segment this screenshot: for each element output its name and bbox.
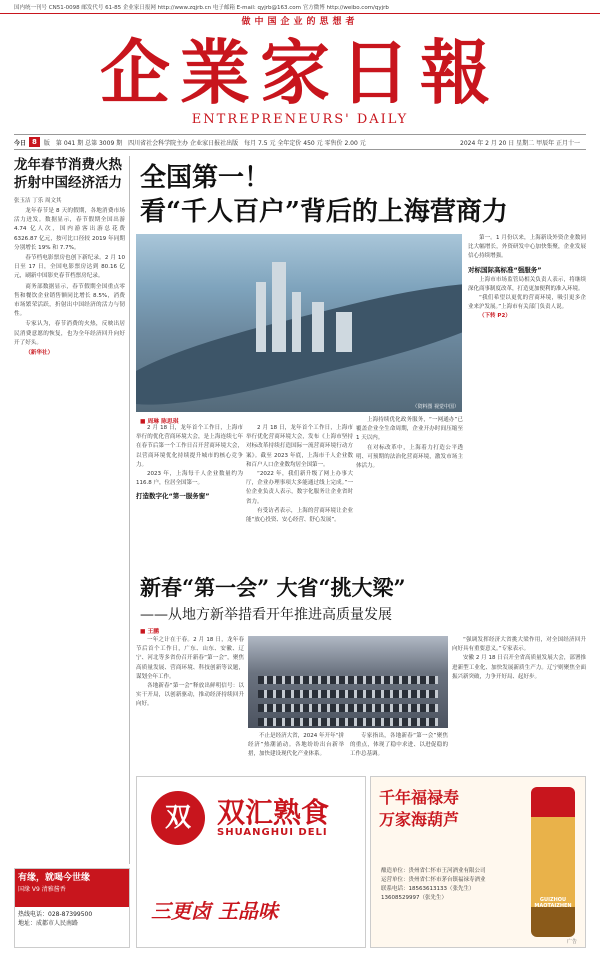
today-label: 今日 xyxy=(14,139,27,147)
audience-row xyxy=(258,676,438,684)
left-paragraph: 龙年春节是 8 天的假期，各地消费市场活力迸发。数据显示，春节假期全国出游 4.74 亿人次，国内游客出游总花费 6326.87 亿元，按可比口径较 2019 年同期分别增长 19% 和 7.7%。 xyxy=(14,208,125,251)
liquor-line-1: 千年福禄寿 xyxy=(379,788,460,807)
page-count-badge: 8 xyxy=(29,137,40,147)
second-subhead: ——从地方新举措看开年推进高质量发展 xyxy=(140,607,392,623)
tower-shape xyxy=(272,262,286,352)
liquor-info-line: 酿造单位：贵州省仁怀市王河酒业有限公司 xyxy=(381,868,486,874)
left-body xyxy=(14,207,125,358)
left-paragraph: 商务部数据显示，春节假期全国重点零售和餐饮企业销售额同比增长 8.5%，消费市场繁荣活跃，折射出中国经济的活力与韧性。 xyxy=(14,283,125,318)
main-headline-1[interactable]: 全国第一！ xyxy=(140,163,271,193)
main-subhead-standard: 对标国际高标准“强服务” xyxy=(468,265,542,274)
left-story xyxy=(14,156,130,864)
newspaper-english-title: ENTREPRENEURS' DAILY xyxy=(191,112,409,127)
main-paragraph: 有受访者表示，上海的营商环境让企业能“放心投资、安心经营、舒心发展”。 xyxy=(246,507,353,524)
left-ad-line: 国缘 V9 清雅酱香 xyxy=(18,886,66,893)
left-paragraph: 专家认为，春节消费的火热，反映出居民消费意愿的恢复，也为全年经济回升向好开了好头。 xyxy=(14,321,125,346)
main-subhead-digital: 打造数字化“第一服务窗” xyxy=(136,492,210,501)
left-ad-banner xyxy=(15,869,129,907)
main-body xyxy=(356,416,463,471)
main-body xyxy=(468,276,586,322)
second-column-3 xyxy=(350,732,448,772)
second-paragraph: 专家指出，各地新春“第一会”聚焦的重点，体现了稳中求进、以进促稳的工作总基调。 xyxy=(350,733,448,758)
liquor-bottle-icon xyxy=(531,787,575,937)
second-body xyxy=(452,636,586,682)
price: 每月 7.5 元 全年定价 450 元 零售价 2.00 元 xyxy=(244,139,366,147)
audience-row xyxy=(258,718,438,726)
main-paragraph: “2022 年，我们新升级了网上办事大厅，企业办理事项大多能通过线上完成。”一位企业负责人表示，数字化服务让企业省时省力。 xyxy=(246,471,353,505)
second-paragraph: 不止是经济大省，2024 年开年“拼经济”热潮涌动。各地纷纷出台新举措，加快建设现代化产业体系。 xyxy=(248,733,344,758)
left-ad-hotline: 028-87399500 xyxy=(48,911,93,918)
tower-shape xyxy=(312,302,324,352)
liquor-info-line: 13608529997（张先生） xyxy=(381,895,447,901)
issue-number: 第 041 期 总第 3009 期 xyxy=(55,139,123,147)
newspaper-title: 企業家日報 xyxy=(100,31,500,114)
left-byline: 张玉洁 丁乐 周文其 xyxy=(14,198,62,204)
liquor-info-line: 运营单位：贵州省仁怀市茅台镇福禄寿酒业 xyxy=(381,877,486,883)
main-paragraph: 上海持续优化政务服务，“一网通办”已覆盖企业全生命周期，企业开办时间压缩至 1 天以内。 xyxy=(356,417,463,442)
page-unit: 版 xyxy=(43,139,50,147)
meeting-photo[interactable] xyxy=(248,636,448,728)
photo-caption: （资料图 视觉中国） xyxy=(412,404,459,410)
main-column-1 xyxy=(136,424,243,564)
jump-link[interactable]: （下转 P2） xyxy=(479,313,511,320)
bottle-label: GUIZHOU MAOTAIZHEN xyxy=(534,897,572,909)
main-paragraph: 第一。1 月份以来，上海新设外资企业数同比大幅增长，外资研发中心加快集聚，企业发展信心持续增强。 xyxy=(468,235,586,260)
main-body xyxy=(246,424,353,525)
left-source: （新华社） xyxy=(25,350,54,357)
main-paragraph: “我们希望以更优的营商环境，吸引更多企业来沪发展。”上海市有关部门负责人说。 xyxy=(468,295,586,311)
left-headline-2[interactable]: 折射中国经济活力 xyxy=(14,175,122,191)
second-body xyxy=(136,636,244,710)
audience-row xyxy=(258,690,438,698)
shuanghui-pinyin: SHUANGHUI DELI xyxy=(217,827,328,838)
second-paragraph: 各地新春“第一会”释放出鲜明信号：以实干开局，以创新驱动，推动经济持续回升向好。 xyxy=(136,683,244,708)
main-byline: ■ 周琳 陈思琪 xyxy=(140,419,179,425)
second-column-4 xyxy=(452,636,586,770)
main-body xyxy=(468,234,586,262)
liquor-advertisement[interactable] xyxy=(370,776,586,948)
liquor-info-line: 联系电话：18563613133（张先生） xyxy=(381,886,475,892)
second-paragraph: 安徽 2 月 18 日召开全省高质量发展大会，部署推进新型工业化、加快发展新质生产力。辽宁则聚焦全面振兴新突破，力争开好局、起好步。 xyxy=(452,655,586,680)
left-headline-1[interactable]: 龙年春节消费火热 xyxy=(14,157,122,173)
main-body xyxy=(136,424,243,488)
shanghai-skyline-photo[interactable] xyxy=(136,234,462,412)
tower-shape xyxy=(292,292,301,352)
main-right-column xyxy=(468,234,586,564)
second-body xyxy=(350,732,448,760)
main-paragraph: 在对标改革中，上海着力打造公平透明、可预期的法治化营商环境，激发市场主体活力。 xyxy=(356,444,463,470)
main-paragraph: 2 月 18 日，龙年首个工作日，上海市举行的优化营商环境大会，是上海连续七年在春节后第一个工作日召开营商环境大会，以营商环境优化持续提升城市的核心竞争力。 xyxy=(136,425,243,468)
issue-date: 2024 年 2 月 20 日 星期二 甲辰年 正月十一 xyxy=(460,139,580,147)
shuanghui-advertisement[interactable] xyxy=(136,776,366,948)
tower-shape xyxy=(336,312,352,352)
main-headline-2[interactable]: 看“千人百户”背后的上海营商力 xyxy=(140,197,508,227)
shuanghui-slogan: 三更卤 王品味 xyxy=(151,899,278,923)
second-body xyxy=(248,732,344,760)
second-paragraph: 一年之计在于春。2 月 18 日，龙年春节后首个工作日，广东、山东、安徽、辽宁、河北等多省份召开新春“第一会”，聚焦高质量发展、营商环境、科技创新等议题，谋划全年工作。 xyxy=(136,637,244,680)
left-ad-contact xyxy=(15,907,129,931)
left-advertisement[interactable] xyxy=(14,868,130,948)
main-paragraph: 2023 年，上海每千人企业数量约为 116.8 户，位居全国第一。 xyxy=(136,471,243,487)
main-paragraph: 上海市市场监管局相关负责人表示，将继续深化商事制度改革，打造更加便利的准入环境。 xyxy=(468,276,586,292)
shuanghui-name: 双汇熟食 xyxy=(217,796,330,829)
main-column-3 xyxy=(356,416,463,564)
second-paragraph: “强调发挥经济大省挑大梁作用，对全国经济回升向好具有重要意义。”专家表示。 xyxy=(452,637,586,653)
ad-tag: 广告 xyxy=(566,939,577,945)
second-byline: ■ 王鹏 xyxy=(140,629,160,635)
issue-info-bar xyxy=(14,134,586,150)
liquor-info xyxy=(381,867,521,903)
left-paragraph: 春节档电影票房也创下新纪录。2 月 10 日至 17 日，全国电影票房达到 80.16 亿元，刷新中国影史春节档票房纪录。 xyxy=(14,255,125,280)
liquor-line-2: 万家海葫芦 xyxy=(379,810,460,829)
pig-logo-icon: 双 xyxy=(151,791,205,845)
masthead-info-line: 国内统一刊号 CN51-0098 邮发代号 61-85 企业家日报网 http://www.zqjrb.cn 电子邮箱 E-mail: qyjrb@163.com 官方微博 http://weibo.com/qyjrb xyxy=(0,0,600,14)
main-column-2 xyxy=(246,424,353,564)
second-headline[interactable]: 新春“第一会” 大省“挑大梁” xyxy=(140,575,406,600)
sponsor: 四川省社会科学院主办 企业家日报社出版 xyxy=(128,139,239,147)
main-paragraph: 2 月 18 日，龙年首个工作日，上海市举行优化营商环境大会，发布《上海市坚持对标改革持续打造国际一流营商环境行动方案》。截至 2023 年底，上海市千人企业数和百户人口企业数均居全国第一。 xyxy=(246,425,353,468)
second-column-2 xyxy=(248,732,344,772)
audience-row xyxy=(258,704,438,712)
second-column-1 xyxy=(136,636,244,770)
left-ad-brand: 有缘，就喝今世缘 xyxy=(18,873,91,883)
left-ad-hotline-label: 热线电话： xyxy=(18,911,49,918)
slogan: 做中国企业的思想者 xyxy=(241,17,359,27)
left-ad-address: 地址：成都市人民南路 xyxy=(18,920,79,927)
tower-shape xyxy=(256,282,266,352)
